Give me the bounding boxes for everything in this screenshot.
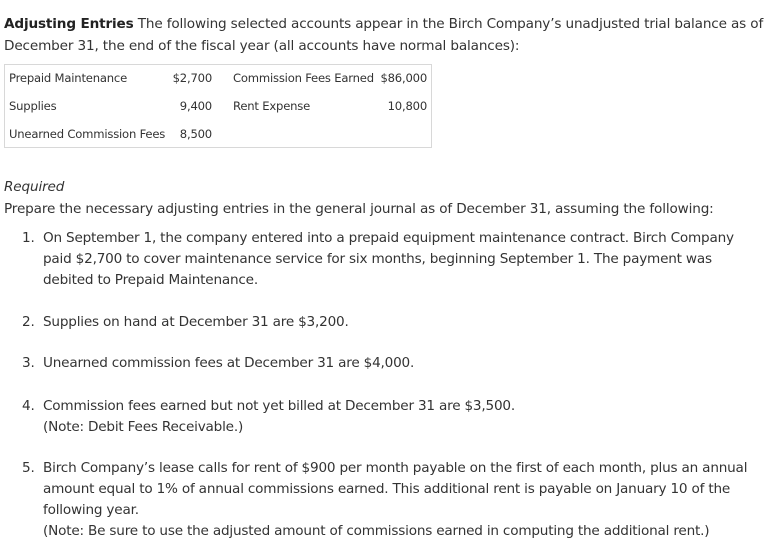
item-number: 4. <box>22 398 35 414</box>
list-item <box>22 458 762 542</box>
item-note: (Note: Be sure to use the adjusted amount of commissions earned in computing the additional rent.) <box>43 523 710 539</box>
account-amount: 9,400 <box>179 99 212 113</box>
list-item <box>22 228 762 291</box>
list-item <box>22 396 762 438</box>
item-text: On September 1, the company entered into a prepaid equipment maintenance contract. Birch Company paid $2,700 to cover maintenance service for six months, beginning September 1. The payment was debited to Prepaid Maintenance. <box>43 230 734 288</box>
account-amount: $86,000 <box>380 71 427 85</box>
item-text: Supplies on hand at December 31 are $3,200. <box>43 314 349 330</box>
account-name: Commission Fees Earned <box>233 71 374 85</box>
account-name: Supplies <box>9 99 57 113</box>
intro-heading: Adjusting Entries <box>4 16 134 32</box>
list-item <box>22 312 762 333</box>
item-text: Commission fees earned but not yet billed at December 31 are $3,500. <box>43 398 515 414</box>
account-name: Prepaid Maintenance <box>9 71 128 85</box>
item-number: 2. <box>22 314 35 330</box>
account-amount: $2,700 <box>172 71 212 85</box>
intro-paragraph <box>4 13 764 57</box>
trial-balance-table <box>4 64 432 148</box>
account-name: Unearned Commission Fees <box>9 127 166 141</box>
item-number: 3. <box>22 355 35 371</box>
account-name: Rent Expense <box>233 99 311 113</box>
item-text: Birch Company’s lease calls for rent of $900 per month payable on the first of each month, plus an annual amount equal to 1% of annual commissions earned. This additional rent is payable on January 10 of the following year. <box>43 460 748 518</box>
intro-text: The following selected accounts appear in the Birch Company’s unadjusted trial balance as of December 31, the end of the fiscal year (all accounts have normal balances): <box>4 16 764 54</box>
list-item <box>22 353 762 374</box>
item-text: Unearned commission fees at December 31 are $4,000. <box>43 355 415 371</box>
account-amount: 8,500 <box>179 127 212 141</box>
required-label: Required <box>4 179 65 195</box>
item-number: 5. <box>22 460 35 476</box>
account-amount: 10,800 <box>387 99 427 113</box>
item-number: 1. <box>22 230 35 246</box>
item-note: (Note: Debit Fees Receivable.) <box>43 419 244 435</box>
required-prompt: Prepare the necessary adjusting entries in the general journal as of December 31, assuming the following: <box>4 201 714 217</box>
